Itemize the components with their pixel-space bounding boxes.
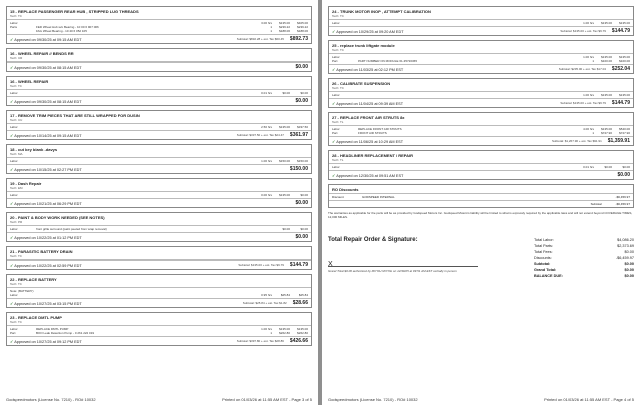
- service-item-title: 17 - REMOVE TRIM PIECES THAT ARE STILL WRAPPED FOR DUSIN: [10, 113, 140, 118]
- signature-title: Total Repair Order & Signature:: [328, 237, 418, 244]
- line-price: $135.00: [601, 21, 612, 25]
- totals-row: [534, 273, 634, 279]
- approval-status: [10, 301, 243, 306]
- approval-text: Approved on 09/30/25 at 08:15 AM EDT: [14, 65, 82, 70]
- technician-label: Tech: TC: [7, 282, 311, 288]
- item-amount: $0.00: [617, 172, 630, 178]
- approval-text: Approved on 10/22/25 at 02:59 PM EDT: [14, 263, 82, 268]
- signature-x-mark: X: [328, 261, 333, 269]
- check-icon: ✓: [332, 139, 336, 144]
- line-description: [36, 159, 256, 163]
- totals-value: $2,373.69: [617, 244, 634, 249]
- item-subtotal: Subtotal: $135.00 + est. Tax $9.79: [560, 29, 606, 33]
- service-cards-left: [6, 6, 312, 350]
- signature-block: [328, 237, 534, 279]
- totals-label: Discounts:: [534, 256, 552, 261]
- line-total: $100.00: [619, 59, 630, 63]
- item-amount: $1,359.91: [607, 138, 630, 144]
- approval-status: [10, 133, 237, 138]
- approval-footer: [7, 130, 311, 139]
- footer-shop-info: Godspeedmotors (License No. 7210) - RO# 10032: [6, 397, 96, 402]
- service-item-title: 18 - cut key blank -davys: [10, 147, 58, 152]
- check-icon: ✓: [10, 263, 14, 268]
- footer-shop-info: Godspeedmotors (License No. 7210) - RO# 10032: [328, 397, 418, 402]
- warranty-text: The warranties as applicable for the parts will be as provided by Godspeed Motors Inc. Godspeed Motors's liability will be limited to what is expressly required by the applicable laws and will not extend beyond COVERAGE TIMES, 12,000 MILES.: [328, 211, 633, 219]
- totals-label: Subtotal:: [534, 262, 551, 267]
- approval-footer: [7, 260, 311, 269]
- approval-text: Approved on 12/30/25 at 09:51 AM EST: [336, 173, 404, 178]
- line-total: $135.00: [619, 21, 630, 25]
- line-price: $135.00: [279, 193, 290, 197]
- item-amount: $361.97: [289, 132, 308, 138]
- discount-amount: -$6,459.97: [615, 195, 630, 199]
- approval-status: [10, 65, 289, 70]
- line-item-row: [332, 59, 630, 63]
- line-price: $135.00: [279, 21, 290, 25]
- line-item-row: [10, 227, 308, 231]
- service-item-card: [6, 274, 312, 308]
- technician-label: Tech: TC: [7, 84, 311, 90]
- approval-footer: [329, 98, 633, 107]
- check-icon: ✓: [332, 29, 336, 34]
- totals-label: Grand Total:: [534, 268, 557, 273]
- approval-text: Approved on 11/03/25 at 02:12 PM EST: [336, 67, 404, 72]
- line-item-row: [10, 159, 308, 163]
- service-item-card: [6, 110, 312, 140]
- approval-status: [332, 101, 560, 106]
- service-item-card: [6, 246, 312, 270]
- line-price: $188.06: [279, 29, 290, 33]
- line-total: $727.90: [619, 131, 630, 135]
- item-subtotal: Subtotal: $832.28 + est. Tax $60.45: [236, 37, 284, 41]
- totals-value: $0.00: [624, 274, 634, 279]
- line-total: $540.00: [619, 127, 630, 131]
- line-category: Part: [10, 331, 16, 335]
- line-quantity: 1: [592, 59, 594, 63]
- technician-label: Tech: MA: [7, 152, 311, 158]
- ro-discounts-title: RO Discounts: [329, 185, 633, 194]
- line-quantity: 3.00 hrs: [261, 21, 272, 25]
- service-item-card: [6, 312, 312, 346]
- page-3: [0, 0, 318, 405]
- item-subtotal: Subtotal: $135.00 + est. Tax $9.79: [560, 101, 606, 105]
- line-quantity: 1.00 hrs: [261, 159, 272, 163]
- totals-label: Total Parts:: [534, 244, 553, 249]
- service-item-title: 24 - TRUNK MOTOR INOP , ATTEMPT CALIBRATION: [332, 9, 431, 14]
- technician-label: Tech: CR: [7, 56, 311, 62]
- line-item-row: [10, 293, 308, 297]
- line-description: [36, 193, 256, 197]
- approval-status: [10, 99, 289, 104]
- line-quantity: 0.01 hrs: [261, 91, 272, 95]
- line-total: $0.00: [300, 227, 308, 231]
- line-price: $135.00: [601, 55, 612, 59]
- service-item-card: [328, 78, 634, 108]
- service-item-title: 25 - replace trunk liftgate module: [332, 43, 395, 48]
- service-item-card: [328, 150, 634, 180]
- service-item-title: 28 - HEADLINER REPLACEMENT / REPAIR: [332, 153, 414, 158]
- service-item-card: [328, 112, 634, 146]
- technician-label: Tech: TC: [329, 86, 633, 92]
- approval-text: Approved on 10/27/25 at 03:15 PM EDT: [14, 301, 82, 306]
- line-category: Labor: [332, 93, 340, 97]
- service-item-card: [328, 40, 634, 74]
- totals-value: $0.00: [624, 250, 634, 255]
- approval-status: [10, 339, 237, 344]
- item-amount: $150.00: [289, 166, 308, 172]
- totals-label: Total Fees:: [534, 250, 553, 255]
- approval-text: Approved on 11/06/25 at 10:29 AM EST: [336, 139, 404, 144]
- approval-text: Approved on 10/21/25 at 06:29 PM EDT: [14, 201, 82, 206]
- item-amount: $0.00: [295, 98, 308, 104]
- check-icon: ✓: [332, 101, 336, 106]
- line-items: [7, 326, 311, 336]
- approval-status: [332, 173, 611, 178]
- service-item-card: [6, 48, 312, 72]
- service-item-title: 26 - CALIBRATE SUSPENSION: [332, 81, 391, 86]
- line-category: Labor: [332, 21, 340, 25]
- technician-label: Tech: TC: [329, 14, 633, 20]
- line-quantity: 2.50 hrs: [261, 125, 272, 129]
- line-price: $0.00: [282, 227, 290, 231]
- line-quantity: 1.00 hrs: [261, 327, 272, 331]
- line-item-row: [332, 93, 630, 97]
- technician-label: Tech: PR: [7, 220, 311, 226]
- line-total: $405.00: [297, 21, 308, 25]
- line-category: Labor: [10, 21, 18, 25]
- ro-discounts-section: [328, 184, 634, 208]
- line-description: REPLACE FRONT AIR STRUTS: [358, 127, 402, 131]
- line-item-row: [10, 193, 308, 197]
- line-description: FAG Wheel Bearing - 10 40 6 052 105: [36, 29, 87, 33]
- page-footer: [6, 397, 312, 402]
- check-icon: ✓: [10, 339, 14, 344]
- technician-label: Tech: TC: [7, 254, 311, 260]
- line-quantity: 1.00 hrs: [583, 21, 594, 25]
- service-item-card: [6, 212, 312, 242]
- page-4: [322, 0, 640, 405]
- line-category: Labor: [10, 227, 18, 231]
- item-amount: $0.00: [295, 64, 308, 70]
- line-quantity: 0.01 hrs: [583, 165, 594, 169]
- service-item-card: [328, 6, 634, 36]
- approval-text: Approved on 10/15/25 at 02:27 PM EDT: [14, 167, 82, 172]
- line-items: [7, 288, 311, 298]
- line-quantity: 1.00 hrs: [583, 93, 594, 97]
- technician-label: Tech: TC: [7, 14, 311, 20]
- technician-label: Tech: TC: [329, 48, 633, 54]
- approval-text: Approved on 10/14/25 at 09:15 AM EDT: [14, 133, 82, 138]
- service-item-title: 15 - REPLACE PASSENGER REAR HUB , STRIPPED LUG THREADS: [10, 9, 139, 14]
- totals-value: $0.00: [624, 262, 634, 267]
- line-category: Labor: [10, 91, 18, 95]
- service-item-card: [6, 144, 312, 174]
- service-item-title: 21 - PARASITIC BATTERY DRAIN: [10, 249, 73, 254]
- line-price: $150.00: [279, 159, 290, 163]
- service-item-card: [6, 178, 312, 208]
- line-total: $0.00: [300, 193, 308, 197]
- item-amount: $252.04: [611, 66, 630, 72]
- line-category: Labor: [332, 165, 340, 169]
- line-total: $135.00: [619, 93, 630, 97]
- item-amount: $28.66: [292, 300, 308, 306]
- line-description: FRONT AIR STRUTS: [358, 131, 387, 135]
- line-item-row: [10, 29, 308, 33]
- line-price: $135.00: [279, 125, 290, 129]
- line-category: Labor: [10, 293, 18, 297]
- line-category: Labor: [332, 127, 340, 131]
- approval-status: [10, 263, 238, 268]
- approval-text: Approved on 10/29/25 at 09:20 AM EDT: [336, 29, 404, 34]
- line-category: Labor: [10, 159, 18, 163]
- line-total: $135.00: [619, 55, 630, 59]
- signature-authorization-note: Grand Total $0.00 authorized by MIYOH MIYOH on 12/30/25 at 09:51 AM EST verbally in person: [328, 269, 457, 274]
- line-price: $0.00: [604, 165, 612, 169]
- line-item-row: [332, 131, 630, 135]
- line-description: FED Wheel Hub w/o Bearing - 10 00 6 907 006: [36, 25, 99, 29]
- item-subtotal: Subtotal: $337.50 + est. Tax $24.47: [236, 133, 284, 137]
- footer-print-info: Printed on 01/03/26 at 11:55 AM EST - Page 4 of 5: [544, 397, 634, 402]
- line-description: BOO Leak Detection Pump - 0 261 222 019: [36, 331, 95, 335]
- line-category: Part: [332, 131, 338, 135]
- discount-subtotal: [329, 200, 633, 207]
- footer-print-info: Printed on 01/03/26 at 11:55 AM EST - Page 3 of 5: [222, 397, 312, 402]
- line-description: [36, 125, 256, 129]
- item-amount: $144.79: [611, 28, 630, 34]
- line-quantity: [256, 227, 272, 231]
- service-item-title: 20 - PAINT & BODY WORK NEEDED (SEE NOTES): [10, 215, 105, 220]
- line-description: [358, 93, 578, 97]
- technician-label: Tech: TL: [329, 120, 633, 126]
- service-item-card: [6, 76, 312, 106]
- discount-description: GODSPEED INTERNAL: [362, 195, 395, 199]
- service-item-title: 23 - REPLACE DMTL PUMP: [10, 315, 62, 320]
- line-price: $727.90: [601, 131, 612, 135]
- approval-footer: [329, 170, 633, 179]
- item-amount: $0.00: [295, 234, 308, 240]
- check-icon: ✓: [10, 167, 14, 172]
- item-subtotal: Subtotal: $135.00 + est. Tax $9.79: [238, 263, 284, 267]
- line-category: Labor: [10, 327, 18, 331]
- item-amount: $144.79: [289, 262, 308, 268]
- line-items: [329, 54, 633, 64]
- line-total: $239.22: [297, 25, 308, 29]
- line-item-row: [332, 21, 630, 25]
- line-description: [36, 91, 256, 95]
- line-category: Note: (BATTERY): [10, 289, 34, 293]
- line-total: $188.06: [297, 29, 308, 33]
- approval-status: [10, 235, 289, 240]
- technician-label: Tech: CU: [7, 118, 311, 124]
- service-item-title: 19 - Dash Repair: [10, 181, 42, 186]
- line-price: $239.22: [279, 25, 290, 29]
- line-total: $135.00: [297, 327, 308, 331]
- line-category: Labor: [10, 193, 18, 197]
- approval-text: Approved on 11/04/25 at 09:39 AM EST: [336, 101, 404, 106]
- technician-label: Tech: EM: [7, 186, 311, 192]
- totals-label: Total Labor:: [534, 238, 554, 243]
- line-items: [329, 126, 633, 136]
- item-amount: $144.79: [611, 100, 630, 106]
- service-item-card: [6, 6, 312, 44]
- approval-footer: [329, 64, 633, 73]
- line-description: [36, 293, 256, 297]
- approval-footer: [7, 62, 311, 71]
- approval-footer: [7, 198, 311, 207]
- line-items: [7, 20, 311, 34]
- approval-text: Approved on 09/30/25 at 08:15 AM EDT: [14, 99, 82, 104]
- technician-label: Tech: TC: [7, 320, 311, 326]
- check-icon: ✓: [10, 133, 14, 138]
- item-subtotal: Subtotal: $235.00 + est. Tax $17.04: [558, 67, 606, 71]
- line-item-row: [10, 125, 308, 129]
- approval-text: Approved on 09/30/25 at 09:15 AM EDT: [14, 37, 82, 42]
- approval-status: [10, 201, 289, 206]
- item-subtotal: Subtotal: $1,267.90 + est. Tax $91.91: [552, 139, 602, 143]
- line-price: $0.00: [282, 91, 290, 95]
- line-total: $262.80: [297, 331, 308, 335]
- line-description: front grille surround (paint peeled from wrap removal): [36, 227, 107, 231]
- discount-subtotal-amount: -$6,459.97: [615, 202, 630, 206]
- approval-text: Approved on 10/22/25 at 01:12 PM EDT: [14, 235, 82, 240]
- discount-category: Discount: [332, 195, 344, 199]
- approval-footer: [7, 232, 311, 241]
- line-total: $0.00: [622, 165, 630, 169]
- totals-value: $4,086.20: [617, 238, 634, 243]
- line-price: $135.00: [279, 327, 290, 331]
- line-category: Labor: [10, 125, 18, 129]
- line-quantity: 1: [270, 25, 272, 29]
- line-total: $150.00: [297, 159, 308, 163]
- line-price: $25.84: [280, 293, 290, 297]
- line-quantity: 1: [270, 331, 272, 335]
- line-quantity: 4.00 hrs: [583, 127, 594, 131]
- approval-status: [332, 29, 560, 34]
- item-amount: $0.00: [295, 200, 308, 206]
- check-icon: ✓: [332, 67, 336, 72]
- line-price: $135.00: [601, 127, 612, 131]
- approval-text: Approved on 10/27/25 at 09:12 PM EDT: [14, 339, 82, 344]
- approval-footer: [329, 136, 633, 145]
- technician-label: Tech: TL: [329, 158, 633, 164]
- line-item-row: [332, 165, 630, 169]
- line-quantity: 1: [592, 131, 594, 135]
- approval-status: [332, 139, 552, 144]
- item-amount: $892.73: [289, 36, 308, 42]
- page-footer: [328, 397, 634, 402]
- approval-footer: [329, 26, 633, 35]
- service-item-title: 16 - WHEEL REPAIR // BENDS RR: [10, 51, 74, 56]
- signature-line: [328, 266, 478, 267]
- right-cards: [328, 6, 634, 180]
- line-quantity: 1.00 hrs: [583, 55, 594, 59]
- line-price: $100.00: [601, 59, 612, 63]
- approval-status: [10, 167, 284, 172]
- approval-footer: [7, 164, 311, 173]
- line-category: Parts: [10, 25, 18, 29]
- line-category: Part: [332, 59, 338, 63]
- item-amount: $426.66: [289, 338, 308, 344]
- totals-summary: [534, 237, 634, 279]
- check-icon: ✓: [10, 235, 14, 240]
- check-icon: ✓: [10, 301, 14, 306]
- check-icon: ✓: [10, 99, 14, 104]
- approval-footer: [7, 34, 311, 43]
- totals-label: BALANCE DUE:: [534, 274, 563, 279]
- approval-status: [10, 37, 237, 42]
- discount-subtotal-label: Subtotal: [590, 202, 602, 206]
- approval-status: [332, 67, 559, 72]
- approval-footer: [7, 298, 311, 307]
- line-quantity: 0.00 hrs: [261, 193, 272, 197]
- item-subtotal: Subtotal: $397.80 + est. Tax $28.86: [236, 339, 284, 343]
- check-icon: ✓: [332, 173, 336, 178]
- line-description: REPLACE DMTL PUMP: [36, 327, 69, 331]
- line-item-row: [10, 331, 308, 335]
- line-quantity: 0.95 hrs: [261, 293, 272, 297]
- line-total: $337.50: [297, 125, 308, 129]
- totals-value: $0.00: [624, 268, 634, 273]
- service-item-title: 27 - REPLACE FRONT AIR STRUTS 8x: [332, 115, 405, 120]
- check-icon: ✓: [10, 201, 14, 206]
- check-icon: ✓: [10, 65, 14, 70]
- line-category: Labor: [332, 55, 340, 59]
- approval-footer: [7, 336, 311, 345]
- line-category: [10, 29, 36, 33]
- line-description: [358, 165, 578, 169]
- totals-value: -$6,459.97: [615, 256, 634, 261]
- line-description: PART NUMBER ON MODULE 61-35720365: [358, 59, 418, 63]
- service-item-title: 16 - WHEEL REPAIR: [10, 79, 49, 84]
- line-item-row: [10, 91, 308, 95]
- check-icon: ✓: [10, 37, 14, 42]
- signature-section: [328, 237, 634, 279]
- line-price: $262.80: [279, 331, 290, 335]
- item-subtotal: Subtotal: $25.84 + est. Tax $1.82: [242, 301, 287, 305]
- line-total: $25.84: [298, 293, 308, 297]
- line-description: [358, 21, 578, 25]
- service-cards-right: [328, 6, 634, 279]
- line-total: $0.00: [300, 91, 308, 95]
- approval-footer: [7, 96, 311, 105]
- service-item-title: 22 - REPLACE BATTERY: [10, 277, 57, 282]
- line-price: $135.00: [601, 93, 612, 97]
- line-quantity: 1: [270, 29, 272, 33]
